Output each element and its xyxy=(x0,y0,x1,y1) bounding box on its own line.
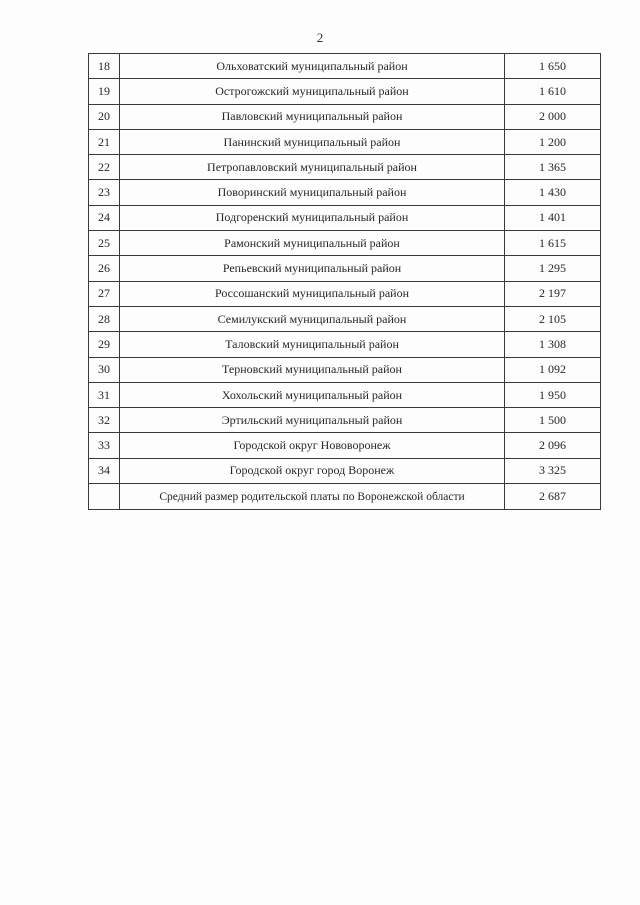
fee-value: 2 000 xyxy=(505,104,601,129)
fee-table xyxy=(88,53,601,510)
fee-value: 3 325 xyxy=(505,458,601,483)
district-name: Городской округ город Воронеж xyxy=(120,458,505,483)
district-name: Репьевский муниципальный район xyxy=(120,256,505,281)
fee-value: 1 401 xyxy=(505,205,601,230)
district-name: Павловский муниципальный район xyxy=(120,104,505,129)
row-number: 27 xyxy=(89,281,120,306)
table-row xyxy=(89,332,601,357)
table-row xyxy=(89,256,601,281)
district-name: Панинский муниципальный район xyxy=(120,129,505,154)
district-name: Рамонский муниципальный район xyxy=(120,231,505,256)
district-name: Терновский муниципальный район xyxy=(120,357,505,382)
district-name: Острогожский муниципальный район xyxy=(120,79,505,104)
row-number: 22 xyxy=(89,155,120,180)
table-row xyxy=(89,79,601,104)
row-number: 23 xyxy=(89,180,120,205)
table-row xyxy=(89,104,601,129)
district-name: Хохольский муниципальный район xyxy=(120,382,505,407)
fee-value: 1 650 xyxy=(505,54,601,79)
table-row xyxy=(89,54,601,79)
summary-value: 2 687 xyxy=(505,484,601,510)
table-row xyxy=(89,357,601,382)
row-number: 34 xyxy=(89,458,120,483)
row-number: 26 xyxy=(89,256,120,281)
fee-value: 1 092 xyxy=(505,357,601,382)
table-row xyxy=(89,408,601,433)
page-number: 2 xyxy=(316,30,324,45)
fee-value: 1 365 xyxy=(505,155,601,180)
fee-value: 1 610 xyxy=(505,79,601,104)
table-row xyxy=(89,433,601,458)
summary-label: Средний размер родительской платы по Воронежской области xyxy=(120,484,505,510)
row-number: 33 xyxy=(89,433,120,458)
table-row xyxy=(89,180,601,205)
row-number: 19 xyxy=(89,79,120,104)
fee-value: 2 096 xyxy=(505,433,601,458)
row-number: 28 xyxy=(89,306,120,331)
fee-value: 1 950 xyxy=(505,382,601,407)
fee-value: 2 105 xyxy=(505,306,601,331)
table-row xyxy=(89,281,601,306)
table-row xyxy=(89,458,601,483)
district-name: Семилукский муниципальный район xyxy=(120,306,505,331)
district-name: Поворинский муниципальный район xyxy=(120,180,505,205)
row-number: 31 xyxy=(89,382,120,407)
district-name: Городской округ Нововоронеж xyxy=(120,433,505,458)
district-name: Таловский муниципальный район xyxy=(120,332,505,357)
row-number: 32 xyxy=(89,408,120,433)
fee-value: 2 197 xyxy=(505,281,601,306)
summary-row xyxy=(89,484,601,510)
fee-value: 1 295 xyxy=(505,256,601,281)
table-row xyxy=(89,231,601,256)
district-name: Подгоренский муниципальный район xyxy=(120,205,505,230)
row-number: 20 xyxy=(89,104,120,129)
fee-value: 1 500 xyxy=(505,408,601,433)
table-row xyxy=(89,129,601,154)
fee-value: 1 308 xyxy=(505,332,601,357)
summary-number xyxy=(89,484,120,510)
district-name: Ольховатский муниципальный район xyxy=(120,54,505,79)
row-number: 18 xyxy=(89,54,120,79)
row-number: 21 xyxy=(89,129,120,154)
district-name: Эртильский муниципальный район xyxy=(120,408,505,433)
row-number: 29 xyxy=(89,332,120,357)
table-row xyxy=(89,306,601,331)
district-name: Россошанский муниципальный район xyxy=(120,281,505,306)
fee-value: 1 430 xyxy=(505,180,601,205)
row-number: 25 xyxy=(89,231,120,256)
row-number: 24 xyxy=(89,205,120,230)
district-name: Петропавловский муниципальный район xyxy=(120,155,505,180)
table-row xyxy=(89,205,601,230)
fee-value: 1 615 xyxy=(505,231,601,256)
table-row xyxy=(89,155,601,180)
table-row xyxy=(89,382,601,407)
fee-value: 1 200 xyxy=(505,129,601,154)
row-number: 30 xyxy=(89,357,120,382)
